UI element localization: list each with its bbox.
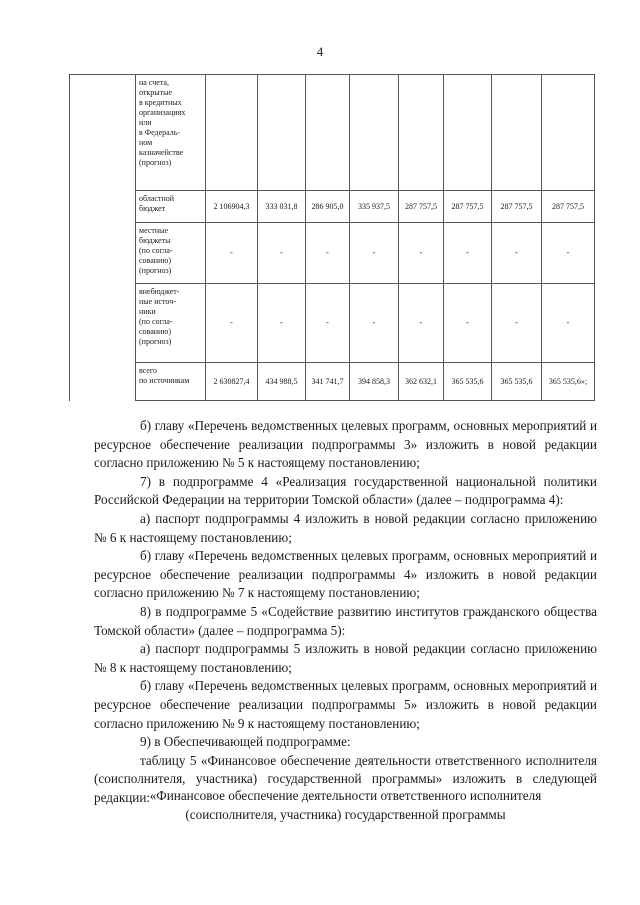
table-cell-value: 286 905,0 (306, 191, 350, 223)
row-label (136, 223, 206, 284)
table-cell-value: 2 630827,4 (206, 363, 258, 401)
table-cell-value: - (444, 223, 492, 284)
table-cell-value: - (542, 223, 595, 284)
table-cell-value: 365 535,6 (492, 363, 542, 401)
table-cell-value (306, 75, 350, 191)
table-cell-value: - (258, 223, 306, 284)
row-label (136, 363, 206, 401)
table-cell-empty (70, 223, 136, 284)
table-row (70, 284, 595, 363)
table-cell-value (258, 75, 306, 191)
paragraph: а) паспорт подпрограммы 5 изложить в новой редакции согласно приложению № 8 к настоящему постановлению; (94, 641, 597, 675)
body-text (94, 417, 597, 807)
table-cell-empty (70, 363, 136, 401)
table-cell-value: 287 757,5 (492, 191, 542, 223)
heading-line: (соисполнителя, участника) государственной программы (185, 806, 506, 822)
table-cell-value: 333 031,8 (258, 191, 306, 223)
table-cell-empty (70, 191, 136, 223)
table-cell-value (492, 75, 542, 191)
table-cell-value (350, 75, 399, 191)
paragraph: 9) в Обеспечивающей подпрограмме: (140, 734, 351, 750)
table-cell-value: - (399, 223, 444, 284)
page-number: 4 (316, 44, 324, 59)
table-cell-value: - (399, 284, 444, 363)
paragraph: а) паспорт подпрограммы 4 изложить в новой редакции согласно приложению № 6 к настоящему постановлению; (94, 510, 597, 545)
table-cell-value: - (206, 223, 258, 284)
table-cell-value: 434 988,5 (258, 363, 306, 401)
table-cell-empty (70, 75, 136, 191)
table-row (70, 223, 595, 284)
table-cell-value: 362 632,1 (399, 363, 444, 401)
table-cell-value: 365 535,6»; (542, 363, 595, 401)
row-label-text: местные бюджеты (по согла- сованию) (прогноз) (139, 226, 173, 275)
paragraph: таблицу 5 «Финансовое обеспечение деятельности ответственного исполнителя (соисполнителя, участника) государственной программы» изложить в следующей редакции: (94, 752, 597, 805)
table-cell-value: 365 535,6 (444, 363, 492, 401)
table-cell-value: - (492, 223, 542, 284)
table-cell-value: - (206, 284, 258, 363)
table-cell-value: - (444, 284, 492, 363)
row-label-text: областной бюджет (139, 194, 175, 213)
paragraph: 8) в подпрограмме 5 «Содействие развитию институтов гражданского общества Томской области» (далее – подпрограмма 5): (94, 603, 597, 638)
table-cell-value: 287 757,5 (399, 191, 444, 223)
table-cell-value: 341 741,7 (306, 363, 350, 401)
row-label (136, 75, 206, 191)
table-row (70, 191, 595, 223)
table-cell-value (444, 75, 492, 191)
table-cell-value: - (492, 284, 542, 363)
table-cell-value: - (350, 223, 399, 284)
paragraph: б) главу «Перечень ведомственных целевых программ, основных мероприятий и ресурсное обеспечение реализации подпрограммы 4» изложить в новой редакции согласно приложению № 7 к настоящему постановлению; (94, 548, 597, 601)
row-label-text: всего по источникам (139, 366, 190, 385)
table-cell-value: 2 106904,3 (206, 191, 258, 223)
paragraph: 7) в подпрограмме 4 «Реализация государственной национальной политики Российской Федерации на территории Томской области» (далее – подпрограмма 4): (94, 473, 597, 508)
row-label (136, 284, 206, 363)
table-cell-value: 394 858,3 (350, 363, 399, 401)
table-cell-value: - (350, 284, 399, 363)
table-cell-value: - (306, 223, 350, 284)
heading-line: «Финансовое обеспечение деятельности ответственного исполнителя (149, 788, 542, 803)
table-cell-value: 335 937,5 (350, 191, 399, 223)
table-cell-value: - (542, 284, 595, 363)
paragraph: б) главу «Перечень ведомственных целевых программ, основных мероприятий и ресурсное обеспечение реализации подпрограммы 3» изложить в новой редакции согласно приложению № 5 к настоящему постановлению; (94, 418, 597, 471)
table-cell-value: - (306, 284, 350, 363)
table-cell-value (206, 75, 258, 191)
row-label-text: на счета, открытые в кредитных организациях или в Федераль- ном казначействе (прогноз) (139, 78, 186, 167)
financing-table (69, 74, 595, 401)
row-label-text: внебюджет- ные источ- ники (по согла- сованию) (прогноз) (139, 287, 180, 346)
paragraph: б) главу «Перечень ведомственных целевых программ, основных мероприятий и ресурсное обеспечение реализации подпрограммы 5» изложить в новой редакции согласно приложению № 9 к настоящему постановлению; (94, 678, 597, 731)
table-cell-empty (70, 284, 136, 363)
table-row (70, 75, 595, 191)
table-cell-value: 287 757,5 (542, 191, 595, 223)
table-cell-value (399, 75, 444, 191)
table-cell-value (542, 75, 595, 191)
table-cell-value: 287 757,5 (444, 191, 492, 223)
section-heading (94, 787, 597, 824)
table-cell-value: - (258, 284, 306, 363)
table-row (70, 363, 595, 401)
row-label (136, 191, 206, 223)
